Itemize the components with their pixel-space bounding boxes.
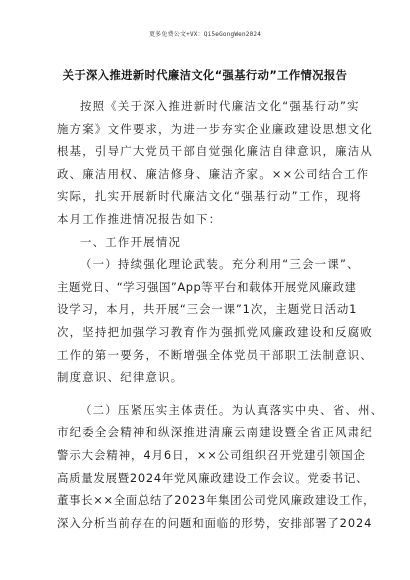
para-2-line-2: 主题党日、“学习强国”App等平台和载体开展党风廉政建 <box>57 279 357 294</box>
para-3-line-6: 深入分析当前存在的问题和面临的形势，安排部署了2024 <box>57 515 373 530</box>
para-2-line-5: 工作的第一要务，不断增强全体党员干部职工法制意识、 <box>57 347 374 362</box>
para-3-line-4: 高质量发展暨2024年党风廉政建设工作会议。党委书记、 <box>57 470 369 485</box>
para-1-line-1: 按照《关于深入推进新时代廉洁文化“强基行动”实 <box>80 99 360 113</box>
para-3-line-3: 警示大会精神，4月6日，××公司组织召开党建引领国企 <box>57 447 366 462</box>
para-2-line-1: （一）持续强化理论武装。充分利用“三会一课”、 <box>80 257 360 272</box>
section-heading: 一、工作开展情况 <box>80 234 182 249</box>
para-1-line-2: 施方案》文件要求，为进一步夯实企业廉政建设思想文化 <box>57 121 374 136</box>
para-3-line-5: 董事长××全面总结了2023年集团公司党风廉政建设工作， <box>57 493 376 508</box>
document-body <box>57 95 384 534</box>
para-1-line-4: 政、廉洁用权、廉洁修身、廉洁齐家。××公司结合工作 <box>57 166 370 181</box>
para-2-line-4: 次，坚持把加强学习教育作为强抓党风廉政建设和反腐败 <box>57 324 374 339</box>
para-3-line-1: （二）压紧压实主体责任。为认真落实中央、省、州、 <box>80 402 384 417</box>
para-1-line-3: 根基，引导广大党员干部自觉强化廉洁自律意识，廉洁从 <box>57 144 374 159</box>
para-1-line-6: 本月工作推进情况报告如下： <box>57 211 222 226</box>
para-2-line-3: 设学习，本月，共开展“三会一课”1次，主题党日活动1 <box>57 302 358 317</box>
para-3-line-2: 市纪委全会精神和纵深推进清廉云南建设暨全省正风肃纪 <box>57 425 374 440</box>
header-note: 更多免费公文+VX：Qi5eGongWen2024 <box>148 31 262 38</box>
para-2-line-6: 制度意识、纪律意识。 <box>57 370 184 385</box>
para-1-line-5: 实际，扎实开展新时代廉洁文化“强基行动”工作，现将 <box>57 189 363 204</box>
document-title: 关于深入推进新时代廉洁文化“强基行动”工作情况报告 <box>62 69 348 82</box>
paragraph-gap <box>57 389 372 399</box>
